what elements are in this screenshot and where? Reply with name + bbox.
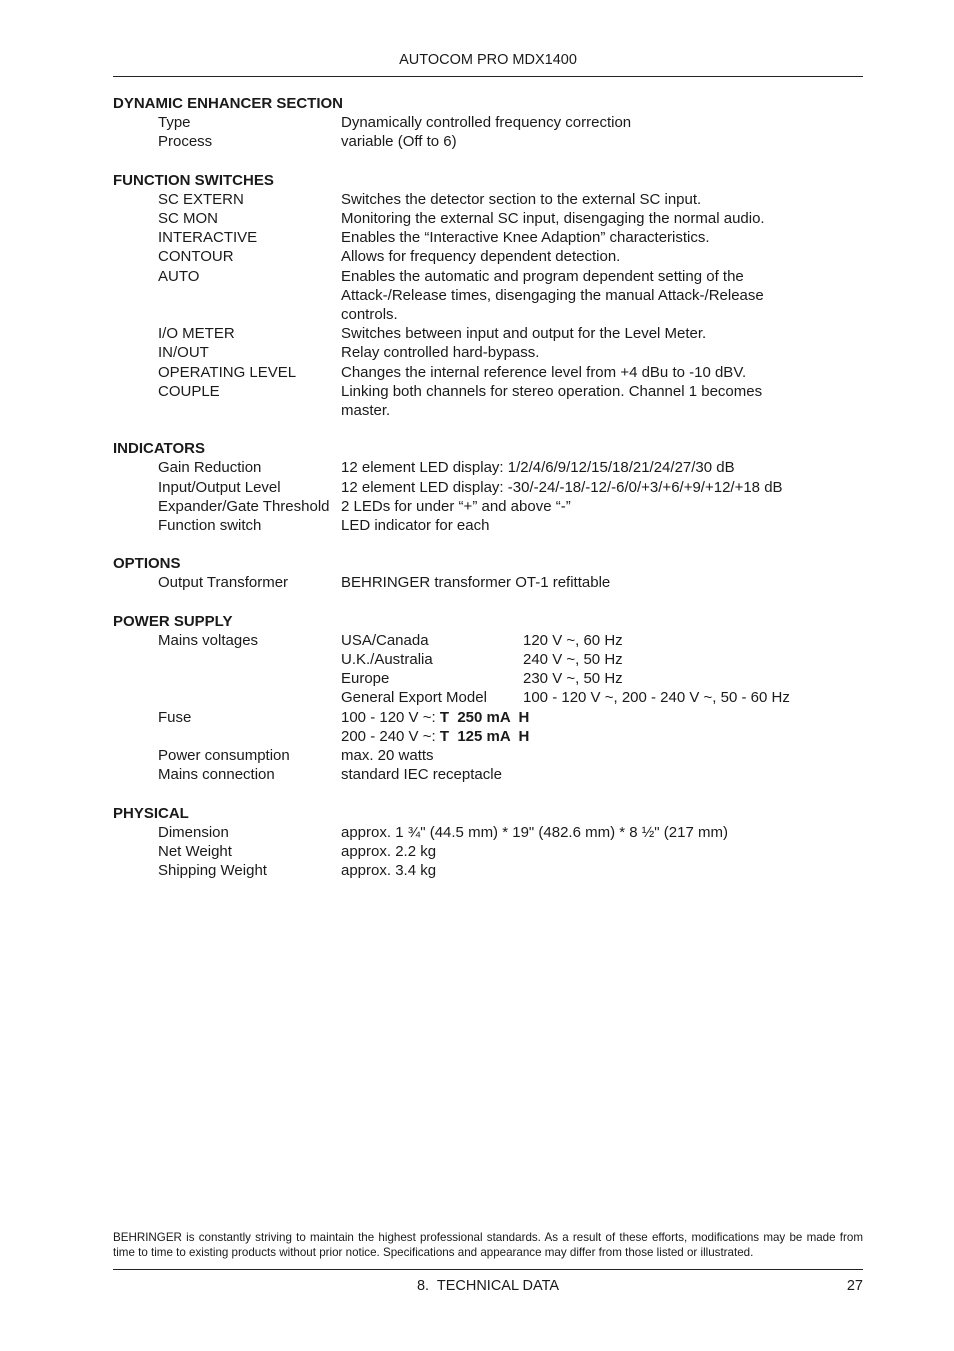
mains-spec: 240 V ~, 50 Hz (523, 651, 623, 669)
spec-value (341, 267, 821, 325)
fuse-range: 200 - 240 V ~: (341, 727, 440, 745)
spec-label: Gain Reduction (158, 459, 262, 477)
spec-label: Process (158, 133, 213, 151)
spec-value: LED indicator for each (341, 517, 490, 535)
spec-label: Net Weight (158, 842, 232, 860)
spec-value: Relay controlled hard-bypass. (341, 344, 540, 362)
spec-value: Changes the internal reference level from +4 dBu to -10 dBV. (341, 363, 747, 381)
spec-label: Mains voltages (158, 631, 259, 649)
fuse-range: 100 - 120 V ~: (341, 708, 440, 726)
spec-label: COUPLE (158, 382, 220, 400)
spec-value: Dynamically controlled frequency correction (341, 114, 632, 132)
fuse-rating: T 125 mA H (439, 727, 530, 745)
spec-row (113, 132, 873, 151)
spec-row (113, 363, 873, 382)
spec-label: Shipping Weight (158, 862, 267, 880)
section-title: PHYSICAL (113, 804, 189, 822)
mains-region: U.K./Australia (341, 651, 433, 669)
spec-row (113, 478, 873, 497)
spec-value: Switches the detector section to the external SC input. (341, 190, 702, 208)
page-number: 27 (846, 1278, 863, 1294)
spec-label: Input/Output Level (158, 478, 281, 496)
fuse-values (341, 708, 821, 746)
spec-row (113, 746, 873, 765)
spec-value (341, 382, 821, 420)
spec-value: approx. 3.4 kg (341, 862, 437, 880)
footer-section-title: 8. TECHNICAL DATA (416, 1278, 560, 1294)
spec-value-line: master. (341, 402, 391, 420)
spec-label: Function switch (158, 517, 262, 535)
page-header-title: AUTOCOM PRO MDX1400 (399, 52, 577, 68)
spec-row (113, 209, 873, 228)
mains-table (341, 631, 841, 708)
section-power-supply (113, 612, 873, 785)
spec-row (113, 765, 873, 784)
mains-row (341, 650, 841, 669)
footer-divider (113, 1269, 863, 1270)
spec-label: OPERATING LEVEL (158, 363, 297, 381)
spec-value: 2 LEDs for under “+” and above “-” (341, 497, 571, 515)
fuse-line (341, 727, 821, 746)
spec-value-line: Enables the automatic and program dependent setting of the (341, 267, 744, 285)
spec-row (113, 861, 873, 880)
spec-row (113, 497, 873, 516)
spec-row (113, 190, 873, 209)
spec-row (113, 267, 873, 325)
spec-label: INTERACTIVE (158, 229, 258, 247)
mains-row (341, 669, 841, 688)
fuse-rating: T 250 mA H (439, 708, 530, 726)
spec-value: standard IEC receptacle (341, 766, 502, 784)
spec-row-fuse (113, 708, 873, 746)
section-title: POWER SUPPLY (113, 612, 233, 630)
mains-row (341, 631, 841, 650)
spec-label: SC MON (158, 210, 218, 228)
spec-value-line: controls. (341, 306, 398, 324)
spec-row (113, 382, 873, 420)
spec-label: Fuse (158, 708, 192, 726)
spec-row (113, 823, 873, 842)
mains-region: General Export Model (341, 689, 487, 707)
spec-value-line: Linking both channels for stereo operation. Channel 1 becomes (341, 382, 763, 400)
section-title: FUNCTION SWITCHES (113, 171, 274, 189)
spec-row (113, 324, 873, 343)
section-indicators (113, 439, 873, 535)
spec-value: Allows for frequency dependent detection. (341, 248, 621, 266)
spec-row (113, 343, 873, 362)
spec-value: 12 element LED display: -30/-24/-18/-12/-6/0/+3/+6/+9/+12/+18 dB (341, 478, 783, 496)
disclaimer-footnote: BEHRINGER is constantly striving to maintain the highest professional standards. As a result of these efforts, modifications may be made from time to time to existing products without prior notice. Specifications and appearance may differ from those listed or illustrated. (113, 1231, 863, 1259)
spec-row (113, 458, 873, 477)
mains-spec: 100 - 120 V ~, 200 - 240 V ~, 50 - 60 Hz (523, 689, 790, 707)
spec-value: Monitoring the external SC input, disengaging the normal audio. (341, 210, 765, 228)
spec-label: Output Transformer (158, 574, 289, 592)
spec-row (113, 113, 873, 132)
spec-value: BEHRINGER transformer OT-1 refittable (341, 574, 611, 592)
spec-value: approx. 1 ¾" (44.5 mm) * 19" (482.6 mm) * 8 ½" (217 mm) (341, 823, 728, 841)
section-title: DYNAMIC ENHANCER SECTION (113, 95, 344, 112)
header-divider (113, 76, 863, 77)
spec-content (113, 94, 873, 899)
spec-value: Switches between input and output for the Level Meter. (341, 325, 707, 343)
mains-row (341, 688, 841, 707)
section-physical (113, 804, 873, 881)
mains-region: Europe (341, 670, 390, 688)
spec-value: Enables the “Interactive Knee Adaption” characteristics. (341, 229, 710, 247)
section-function-switches (113, 171, 873, 421)
spec-value-line: Attack-/Release times, disengaging the manual Attack-/Release (341, 286, 764, 304)
spec-label: Expander/Gate Threshold (158, 497, 330, 515)
spec-row (113, 516, 873, 535)
spec-value: variable (Off to 6) (341, 133, 457, 151)
spec-row (113, 842, 873, 861)
spec-row (113, 247, 873, 266)
section-title: OPTIONS (113, 555, 181, 573)
mains-spec: 120 V ~, 60 Hz (523, 631, 623, 649)
spec-label: IN/OUT (158, 344, 209, 362)
section-title: INDICATORS (113, 440, 205, 458)
mains-spec: 230 V ~, 50 Hz (523, 670, 623, 688)
spec-label: Dimension (158, 823, 229, 841)
section-dynamic-enhancer (113, 94, 873, 152)
spec-label: SC EXTERN (158, 190, 244, 208)
fuse-line (341, 708, 821, 727)
spec-row (113, 228, 873, 247)
spec-label: CONTOUR (158, 248, 234, 266)
spec-label: I/O METER (158, 325, 235, 343)
spec-label: Power consumption (158, 747, 290, 765)
spec-value: approx. 2.2 kg (341, 842, 437, 860)
spec-label: AUTO (158, 267, 200, 285)
section-options (113, 554, 873, 592)
spec-row (113, 573, 873, 592)
spec-row-mains (113, 631, 873, 708)
spec-label: Mains connection (158, 766, 275, 784)
spec-value: max. 20 watts (341, 747, 434, 765)
spec-label: Type (158, 114, 191, 132)
spec-value: 12 element LED display: 1/2/4/6/9/12/15/18/21/24/27/30 dB (341, 459, 735, 477)
mains-region: USA/Canada (341, 631, 429, 649)
